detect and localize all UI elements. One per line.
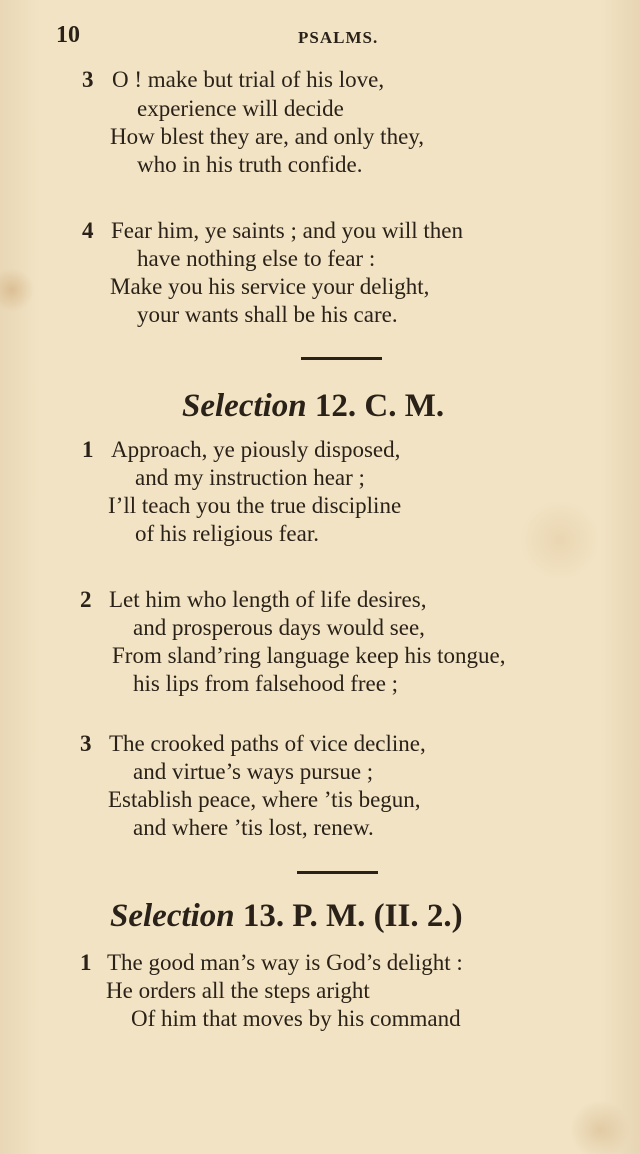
selection-12-heading [182, 388, 444, 425]
verse-line: He orders all the steps aright [106, 978, 370, 1003]
selection-word: Selection [182, 388, 307, 424]
verse-line: and virtue’s ways pursue ; [133, 759, 374, 784]
verse-line: How blest they are, and only they, [110, 124, 425, 149]
verse-line: Establish peace, where ’tis begun, [108, 787, 421, 812]
verse-line: From sland’ring language keep his tongue, [112, 643, 506, 668]
verse-line: who in his truth confide. [137, 152, 363, 177]
verse-line: Let him who length of life desires, [109, 587, 427, 612]
verse-number: 2 [80, 587, 92, 612]
verse-line: Of him that moves by his command [131, 1006, 461, 1031]
verse-line: experience will decide [137, 96, 344, 121]
verse-line: The crooked paths of vice decline, [109, 731, 426, 756]
verse-number: 3 [80, 731, 92, 756]
verse-line: and where ’tis lost, renew. [133, 815, 374, 840]
verse-line: of his religious fear. [135, 521, 319, 546]
page-number: 10 [56, 22, 80, 48]
verse-line: your wants shall be his care. [137, 302, 398, 327]
verse-line: Approach, ye piously disposed, [111, 437, 401, 462]
section-divider [301, 357, 382, 360]
verse-line: The good man’s way is God’s delight : [107, 950, 463, 975]
selection-meter: 13. P. M. (II. 2.) [242, 898, 463, 934]
verse-line: Fear him, ye saints ; and you will then [111, 218, 463, 243]
verse-line: have nothing else to fear : [137, 246, 376, 271]
verse-line: O ! make but trial of his love, [112, 67, 385, 92]
running-title: PSALMS. [298, 28, 379, 47]
verse-line: I’ll teach you the true discipline [108, 493, 402, 518]
verse-number: 3 [82, 67, 94, 92]
verse-line: his lips from falsehood free ; [133, 671, 399, 696]
verse-line: Make you his service your delight, [110, 274, 430, 299]
selection-13-heading [110, 898, 463, 935]
selection-meter: 12. C. M. [314, 388, 445, 424]
verse-number: 1 [82, 437, 94, 462]
section-divider [297, 871, 378, 874]
verse-line: and prosperous days would see, [133, 615, 425, 640]
selection-word: Selection [110, 898, 235, 934]
verse-line: and my instruction hear ; [135, 465, 365, 490]
verse-number: 1 [80, 950, 92, 975]
verse-number: 4 [82, 218, 94, 243]
